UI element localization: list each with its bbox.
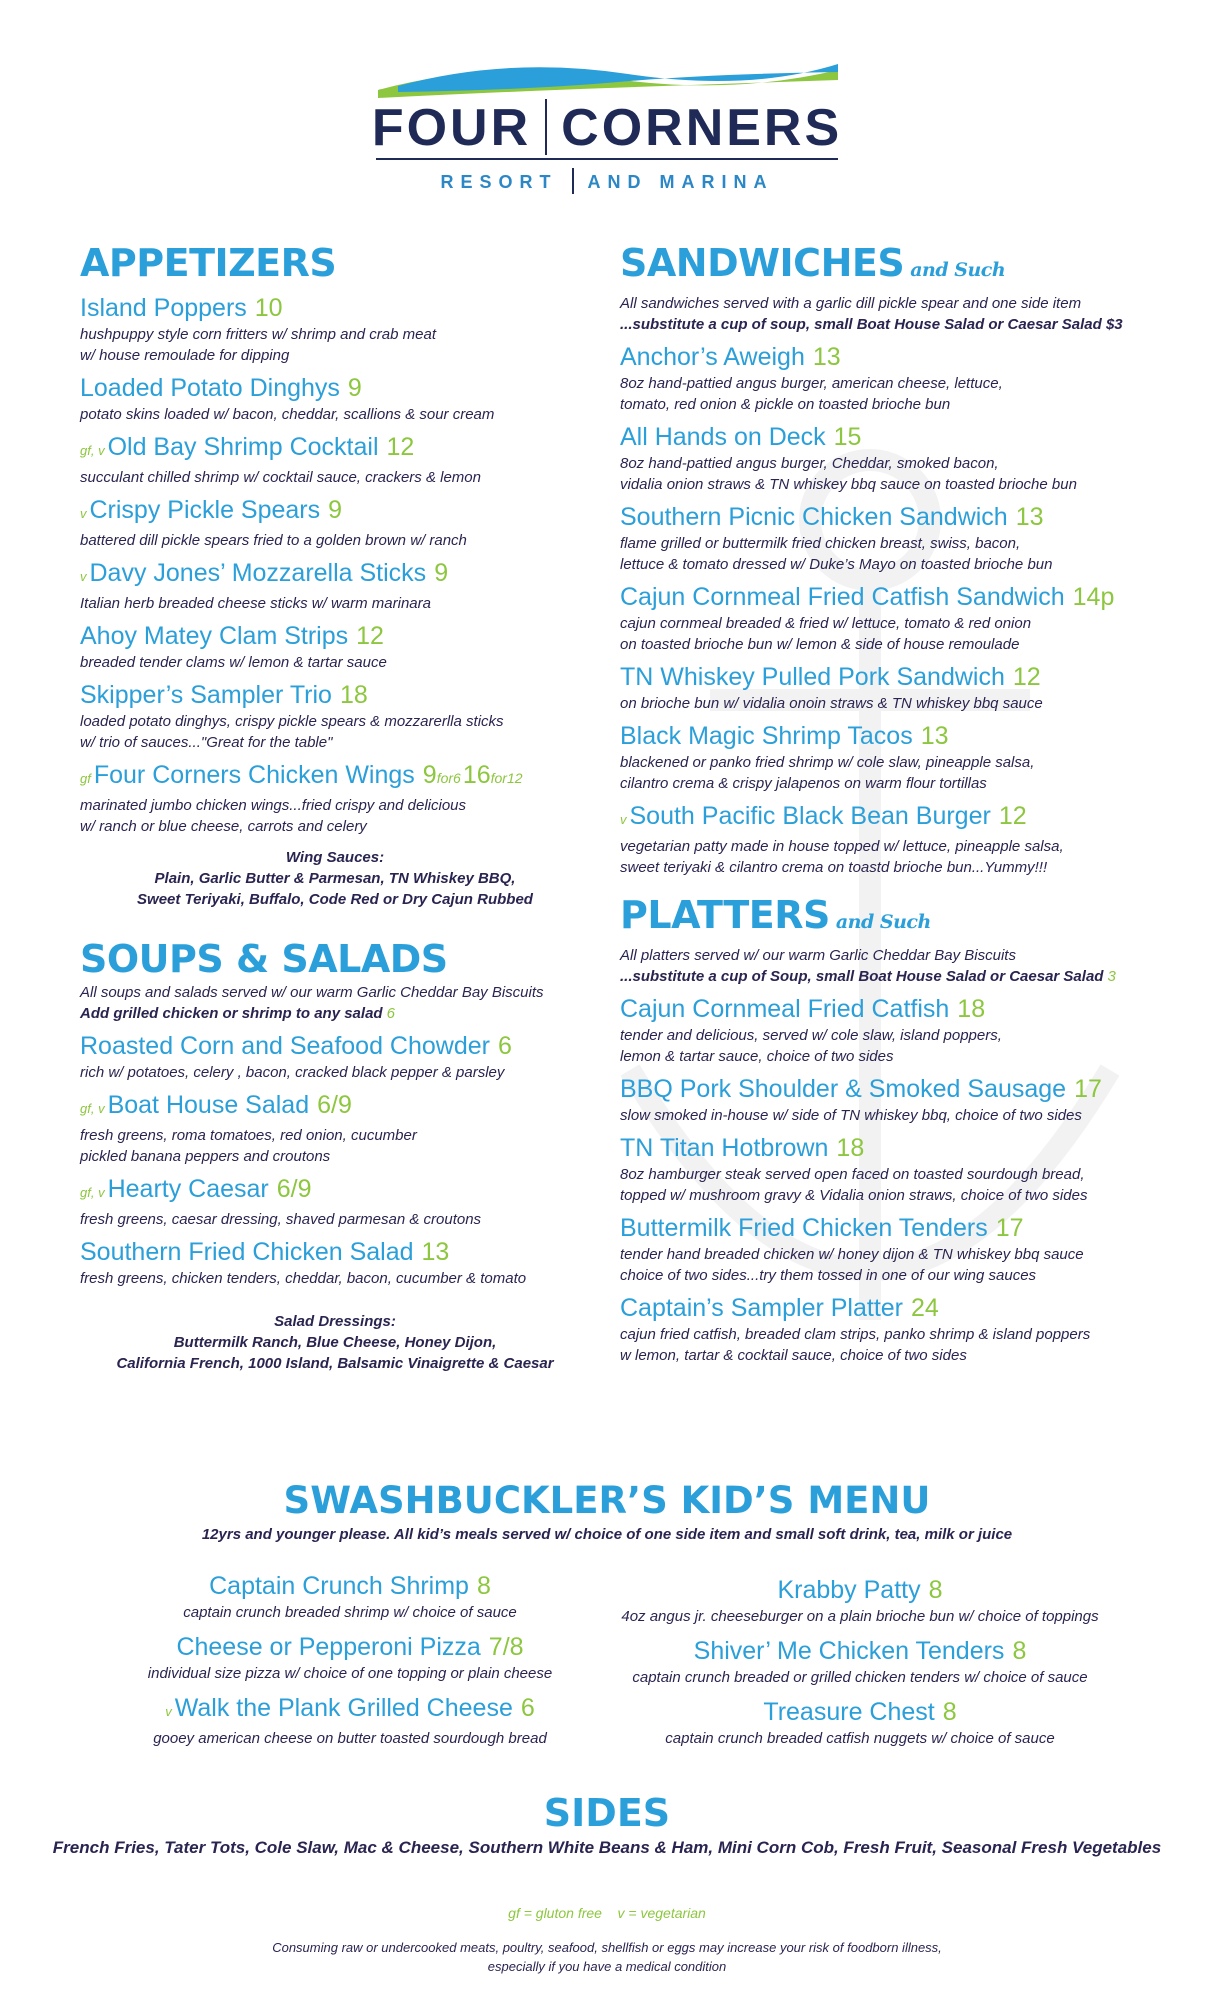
menu-item-title: Buttermilk Fried Chicken Tenders: [620, 1214, 988, 1242]
menu-item: [80, 620, 590, 673]
menu-item-title: Cajun Cornmeal Fried Catfish Sandwich: [620, 583, 1065, 611]
menu-item-price: 10: [254, 294, 283, 322]
soups-title: SOUPS & SALADS: [80, 937, 448, 981]
menu-item-desc: loaded potato dinghys, crispy pickle spears & mozzarerlla sticks: [80, 713, 504, 730]
menu-item-price: 6/9: [276, 1175, 312, 1203]
menu-item-name: [80, 1089, 590, 1125]
menu-item-title: Davy Jones’ Mozzarella Sticks: [89, 559, 427, 587]
menu-item-desc: fresh greens, chicken tenders, cheddar, bacon, cucumber & tomato: [80, 1270, 527, 1287]
menu-item: [620, 661, 1140, 714]
menu-item: [620, 501, 1140, 575]
menu-item-desc: battered dill pickle spears fried to a golden brown w/ ranch: [80, 532, 467, 549]
menu-item-name: [120, 1570, 580, 1602]
menu-item-name: [600, 1696, 1120, 1728]
menu-item-desc: on toasted brioche bun w/ lemon & side of house remoulade: [620, 636, 1020, 653]
menu-item-price: 14p: [1072, 583, 1115, 611]
menu-item-price: 12: [1012, 663, 1041, 691]
diet-tag: gf, v: [80, 1101, 105, 1116]
brand-logo: [0, 60, 1214, 200]
menu-item-desc: 8oz hand-pattied angus burger, american cheese, lettuce,: [620, 375, 1003, 392]
soups-note-line: All soups and salads served w/ our warm Garlic Cheddar Bay Biscuits: [80, 984, 544, 1001]
menu-item-desc: tomato, red onion & pickle on toasted brioche bun: [620, 396, 951, 413]
menu-item-price: 18: [957, 995, 986, 1023]
kids-menu-note: 12yrs and younger please. All kid’s meals served w/ choice of one side item and small soft drink, tea, milk or juice: [201, 1526, 1013, 1543]
menu-item-name: [620, 421, 1140, 453]
price-note: for12: [490, 770, 523, 786]
menu-item-name: [80, 1173, 590, 1209]
menu-item-desc: cajun cornmeal breaded & fried w/ lettuce, tomato & red onion: [620, 615, 1032, 632]
menu-item-price: 18: [836, 1134, 865, 1162]
sandwiches-subtitle: and Such: [910, 259, 1006, 281]
menu-item: [80, 292, 590, 366]
kids-right-column: [600, 1574, 1120, 1757]
brand-sub-resort: RESORT: [440, 172, 558, 192]
food-safety-disclaimer: [0, 1938, 1214, 1976]
menu-item-price: 6/9: [317, 1091, 352, 1119]
sandwiches-note-line: All sandwiches served with a garlic dill pickle spear and one side item: [620, 295, 1082, 312]
menu-item-name: [620, 800, 1140, 836]
menu-item-desc: hushpuppy style corn fritters w/ shrimp and crab meat: [80, 326, 436, 343]
menu-item-title: Four Corners Chicken Wings: [93, 761, 415, 789]
platters-substitute-note: ...substitute a cup of Soup, small Boat House Salad or Caesar Salad: [620, 968, 1104, 985]
sandwiches-note: [620, 293, 1140, 335]
menu-item-desc: topped w/ mushroom gravy & Vidalia onion straws, choice of two sides: [620, 1187, 1088, 1204]
diet-legend: gf = gluton free v = vegetarian: [508, 1905, 706, 1921]
left-column: [80, 240, 590, 1374]
menu-item-title: Cheese or Pepperoni Pizza: [176, 1633, 481, 1661]
menu-item: [620, 800, 1140, 878]
diet-tag: v: [165, 1704, 172, 1719]
menu-item-name: [80, 759, 590, 795]
platters-note-line: All platters served w/ our warm Garlic Cheddar Bay Biscuits: [620, 947, 1016, 964]
menu-item: [80, 1030, 590, 1083]
brand-subtitle: [0, 168, 1214, 194]
menu-item-price: 9: [422, 761, 437, 789]
menu-item-title: Island Poppers: [80, 294, 247, 322]
menu-item: [600, 1635, 1120, 1688]
menu-item-desc: tender and delicious, served w/ cole slaw, island poppers,: [620, 1027, 1002, 1044]
menu-item-title: Captain’s Sampler Platter: [620, 1294, 904, 1322]
menu-item: [620, 1073, 1140, 1126]
appetizer-list: [80, 292, 590, 837]
menu-item: [620, 581, 1140, 655]
sandwiches-substitute-note: ...substitute a cup of soup, small Boat House Salad or Caesar Salad $3: [620, 316, 1123, 333]
menu-item-price: 13: [1015, 503, 1044, 531]
menu-item-desc: tender hand breaded chicken w/ honey dijon & TN whiskey bbq sauce: [620, 1246, 1084, 1263]
menu-item-desc: fresh greens, roma tomatoes, red onion, cucumber: [80, 1127, 417, 1144]
menu-item-desc: cajun fried catfish, breaded clam strips, panko shrimp & island poppers: [620, 1326, 1091, 1343]
menu-item: [120, 1692, 580, 1749]
brand-word-corners: CORNERS: [561, 99, 843, 157]
menu-item: [620, 993, 1140, 1067]
menu-item-name: [80, 620, 590, 652]
menu-item-desc: captain crunch breaded catfish nuggets w/ choice of sauce: [665, 1730, 1055, 1747]
salad-dressings-title: Salad Dressings:: [274, 1313, 396, 1330]
soups-note: [80, 982, 590, 1024]
platters-substitute-price: 3: [1107, 968, 1116, 985]
menu-item-desc: choice of two sides...try them tossed in one of our wing sauces: [620, 1267, 1037, 1284]
platter-list: [620, 993, 1140, 1366]
menu-item-desc: 8oz hamburger steak served open faced on toasted sourdough bread,: [620, 1166, 1085, 1183]
menu-item-name: [80, 431, 590, 467]
platters-subtitle: and Such: [835, 911, 931, 933]
disclaimer-line: Consuming raw or undercooked meats, poultry, seafood, shellfish or eggs may increase your risk of foodborn illness,: [272, 1940, 942, 1955]
menu-item: [600, 1574, 1120, 1627]
menu-item: [120, 1631, 580, 1684]
menu-item-name: [80, 292, 590, 324]
menu-item: [620, 1212, 1140, 1286]
menu-item: [80, 679, 590, 753]
menu-item-name: [600, 1635, 1120, 1667]
menu-item-name: [620, 993, 1140, 1025]
menu-item-title: All Hands on Deck: [620, 423, 826, 451]
menu-item-desc: captain crunch breaded shrimp w/ choice of sauce: [183, 1604, 517, 1621]
menu-item-price: 6: [498, 1032, 512, 1060]
menu-item-price: 9: [434, 559, 449, 587]
sides-title: SIDES: [543, 1791, 671, 1835]
menu-item-name: [600, 1574, 1120, 1606]
menu-item-desc: on brioche bun w/ vidalia onoin straws & TN whiskey bbq sauce: [620, 695, 1043, 712]
sides-list: French Fries, Tater Tots, Cole Slaw, Mac & Cheese, Southern White Beans & Ham, Mini Corn Cob, Fresh Fruit, Seasonal Fresh Vegetables: [52, 1838, 1162, 1857]
menu-item: [80, 557, 590, 614]
menu-item: [80, 494, 590, 551]
menu-item-title: Loaded Potato Dinghys: [80, 374, 340, 402]
menu-item: [80, 431, 590, 488]
menu-item-desc: slow smoked in-house w/ side of TN whiskey bbq, choice of two sides: [620, 1107, 1082, 1124]
menu-item-name: [620, 1212, 1140, 1244]
menu-item-title: South Pacific Black Bean Burger: [629, 802, 991, 830]
menu-item: [80, 1236, 590, 1289]
menu-item: [120, 1570, 580, 1623]
menu-item-desc: vegetarian patty made in house topped w/ lettuce, pineapple salsa,: [620, 838, 1064, 855]
menu-item-name: [80, 1030, 590, 1062]
menu-item-title: BBQ Pork Shoulder & Smoked Sausage: [620, 1075, 1067, 1103]
brand-sub-marina: AND MARINA: [587, 172, 774, 192]
kids-menu: [0, 1478, 1214, 1747]
menu-item-title: Old Bay Shrimp Cocktail: [107, 433, 379, 461]
menu-item-price: 8: [476, 1572, 491, 1600]
menu-item-desc: potato skins loaded w/ bacon, cheddar, scallions & sour cream: [80, 406, 495, 423]
menu-item-name: [620, 341, 1140, 373]
menu-item-price: 8: [942, 1698, 957, 1726]
menu-item: [80, 1089, 590, 1167]
menu-item-desc: marinated jumbo chicken wings...fried crispy and delicious: [80, 797, 467, 814]
disclaimer-line: especially if you have a medical condition: [487, 1959, 727, 1974]
menu-item-price: 12: [386, 433, 415, 461]
menu-item: [620, 341, 1140, 415]
menu-item: [620, 421, 1140, 495]
appetizers-title: APPETIZERS: [80, 241, 337, 285]
menu-item-name: [80, 1236, 590, 1268]
menu-item-desc: blackened or panko fried shrimp w/ cole slaw, pineapple salsa,: [620, 754, 1035, 771]
wing-sauces-line: Plain, Garlic Butter & Parmesan, TN Whiskey BBQ,: [154, 870, 516, 887]
menu-item-desc: breaded tender clams w/ lemon & tartar sauce: [80, 654, 387, 671]
platters-title-text: PLATTERS: [620, 893, 830, 937]
menu-item-name: [620, 501, 1140, 533]
menu-item-desc: lemon & tartar sauce, choice of two sides: [620, 1048, 894, 1065]
menu-item-price: 16: [462, 761, 491, 789]
menu-item-title: Krabby Patty: [777, 1576, 921, 1604]
price-note: for6: [436, 770, 461, 786]
menu-item-desc: cilantro crema & crispy jalapenos on warm flour tortillas: [620, 775, 987, 792]
menu-item: [620, 1292, 1140, 1366]
menu-item-title: Black Magic Shrimp Tacos: [620, 722, 913, 750]
wing-sauces: [80, 847, 590, 910]
kids-left-column: [120, 1570, 580, 1757]
menu-item-price: 15: [833, 423, 862, 451]
menu-item-price: 7/8: [488, 1633, 524, 1661]
menu-item-name: [620, 720, 1140, 752]
menu-item: [620, 1132, 1140, 1206]
menu-item-title: Cajun Cornmeal Fried Catfish: [620, 995, 950, 1023]
menu-item-price: 6: [520, 1694, 535, 1722]
menu-item-desc: 4oz angus jr. cheeseburger on a plain brioche bun w/ choice of toppings: [621, 1608, 1099, 1625]
menu-item-desc: 8oz hand-pattied angus burger, Cheddar, smoked bacon,: [620, 455, 999, 472]
menu-item-name: [80, 494, 590, 530]
menu-item-desc: w/ house remoulade for dipping: [80, 347, 290, 364]
menu-item-title: Hearty Caesar: [107, 1175, 269, 1203]
menu-item-name: [80, 372, 590, 404]
sandwiches-title: [620, 240, 1140, 293]
menu-item-price: 8: [928, 1576, 943, 1604]
soups-addon-note: Add grilled chicken or shrimp to any salad: [80, 1005, 383, 1022]
wave-icon: [378, 60, 838, 100]
diet-tag: v: [620, 812, 627, 827]
menu-item-title: Southern Fried Chicken Salad: [80, 1238, 414, 1266]
salad-dressings-line: California French, 1000 Island, Balsamic Vinaigrette & Caesar: [116, 1355, 554, 1372]
soups-addon-price: 6: [386, 1005, 395, 1022]
menu-item-price: 18: [339, 681, 368, 709]
menu-item-price: 13: [421, 1238, 450, 1266]
menu-item-desc: rich w/ potatoes, celery , bacon, cracked black pepper & parsley: [80, 1064, 505, 1081]
sandwich-list: [620, 341, 1140, 878]
wing-sauces-title: Wing Sauces:: [285, 849, 385, 866]
menu-item-title: Skipper’s Sampler Trio: [80, 681, 332, 709]
menu-item-title: TN Whiskey Pulled Pork Sandwich: [620, 663, 1005, 691]
menu-item-name: [620, 1132, 1140, 1164]
menu-item-title: Crispy Pickle Spears: [89, 496, 321, 524]
brand-name: [0, 98, 1214, 158]
menu-item: [80, 372, 590, 425]
menu-item-name: [80, 679, 590, 711]
menu-item-price: 17: [1074, 1075, 1102, 1103]
diet-tag: gf: [80, 771, 91, 786]
salad-dressings: [80, 1311, 590, 1374]
menu-item-desc: captain crunch breaded or grilled chicken tenders w/ choice of sauce: [632, 1669, 1088, 1686]
menu-item-title: Treasure Chest: [763, 1698, 935, 1726]
platters-title: [620, 892, 1140, 945]
menu-item-desc: pickled banana peppers and croutons: [80, 1148, 331, 1165]
diet-tag: gf, v: [80, 443, 105, 458]
menu-item-price: 12: [998, 802, 1027, 830]
wing-sauces-line: Sweet Teriyaki, Buffalo, Code Red or Dry Cajun Rubbed: [137, 891, 533, 908]
menu-item-price: 12: [356, 622, 384, 650]
diet-tag: v: [80, 506, 87, 521]
brand-word-four: FOUR: [371, 99, 532, 157]
menu-item-name: [80, 557, 590, 593]
menu-item-desc: Italian herb breaded cheese sticks w/ warm marinara: [80, 595, 431, 612]
menu-item-name: [620, 1073, 1140, 1105]
diet-tag: gf, v: [80, 1185, 105, 1200]
menu-item-desc: flame grilled or buttermilk fried chicken breast, swiss, bacon,: [620, 535, 1021, 552]
menu-item: [80, 759, 590, 837]
menu-item-desc: gooey american cheese on butter toasted sourdough bread: [153, 1730, 547, 1747]
menu-item-desc: sweet teriyaki & cilantro crema on toastd brioche bun...Yummy!!!: [620, 859, 1048, 876]
menu-item-title: Anchor’s Aweigh: [620, 343, 805, 371]
diet-tag: v: [80, 569, 87, 584]
menu-item: [620, 720, 1140, 794]
menu-item-price: 13: [812, 343, 841, 371]
menu-item-desc: w/ trio of sauces..."Great for the table": [80, 734, 333, 751]
menu-item-desc: fresh greens, caesar dressing, shaved parmesan & croutons: [80, 1211, 482, 1228]
menu-item-desc: w lemon, tartar & cocktail sauce, choice of two sides: [620, 1347, 967, 1364]
menu-item-price: 13: [920, 722, 949, 750]
menu-item-price: 9: [328, 496, 343, 524]
menu-item-title: Boat House Salad: [107, 1091, 310, 1119]
menu-item-title: Shiver’ Me Chicken Tenders: [693, 1637, 1005, 1665]
menu-item-desc: succulant chilled shrimp w/ cocktail sauce, crackers & lemon: [80, 469, 481, 486]
kids-menu-title: SWASHBUCKLER’S KID’S MENU: [283, 1479, 931, 1522]
menu-item-name: [120, 1631, 580, 1663]
menu-item-name: [120, 1692, 580, 1728]
menu-item-title: Roasted Corn and Seafood Chowder: [80, 1032, 490, 1060]
menu-item-price: 8: [1012, 1637, 1027, 1665]
sandwiches-title-text: SANDWICHES: [620, 241, 905, 285]
menu-item: [80, 1173, 590, 1230]
menu-item-price: 24: [911, 1294, 939, 1322]
menu-item-title: Walk the Plank Grilled Cheese: [174, 1694, 513, 1722]
menu-item-name: [620, 581, 1140, 613]
sides-section: [0, 1790, 1214, 1860]
salad-dressings-line: Buttermilk Ranch, Blue Cheese, Honey Dijon,: [173, 1334, 497, 1351]
menu-item-name: [620, 661, 1140, 693]
menu-item-title: Southern Picnic Chicken Sandwich: [620, 503, 1008, 531]
menu-item-title: TN Titan Hotbrown: [620, 1134, 829, 1162]
menu-item-desc: w/ ranch or blue cheese, carrots and celery: [80, 818, 367, 835]
menu-item-desc: individual size pizza w/ choice of one topping or plain cheese: [147, 1665, 553, 1682]
menu-item-name: [620, 1292, 1140, 1324]
right-column: [620, 240, 1140, 1366]
menu-item-desc: lettuce & tomato dressed w/ Duke’s Mayo on toasted brioche bun: [620, 556, 1053, 573]
soup-list: [80, 1030, 590, 1289]
platters-note: [620, 945, 1140, 987]
menu-item: [600, 1696, 1120, 1749]
menu-item-price: 9: [347, 374, 362, 402]
menu-item-desc: vidalia onion straws & TN whiskey bbq sauce on toasted brioche bun: [620, 476, 1077, 493]
menu-item-title: Captain Crunch Shrimp: [209, 1572, 469, 1600]
menu-item-title: Ahoy Matey Clam Strips: [80, 622, 349, 650]
menu-item-price: 17: [995, 1214, 1024, 1242]
